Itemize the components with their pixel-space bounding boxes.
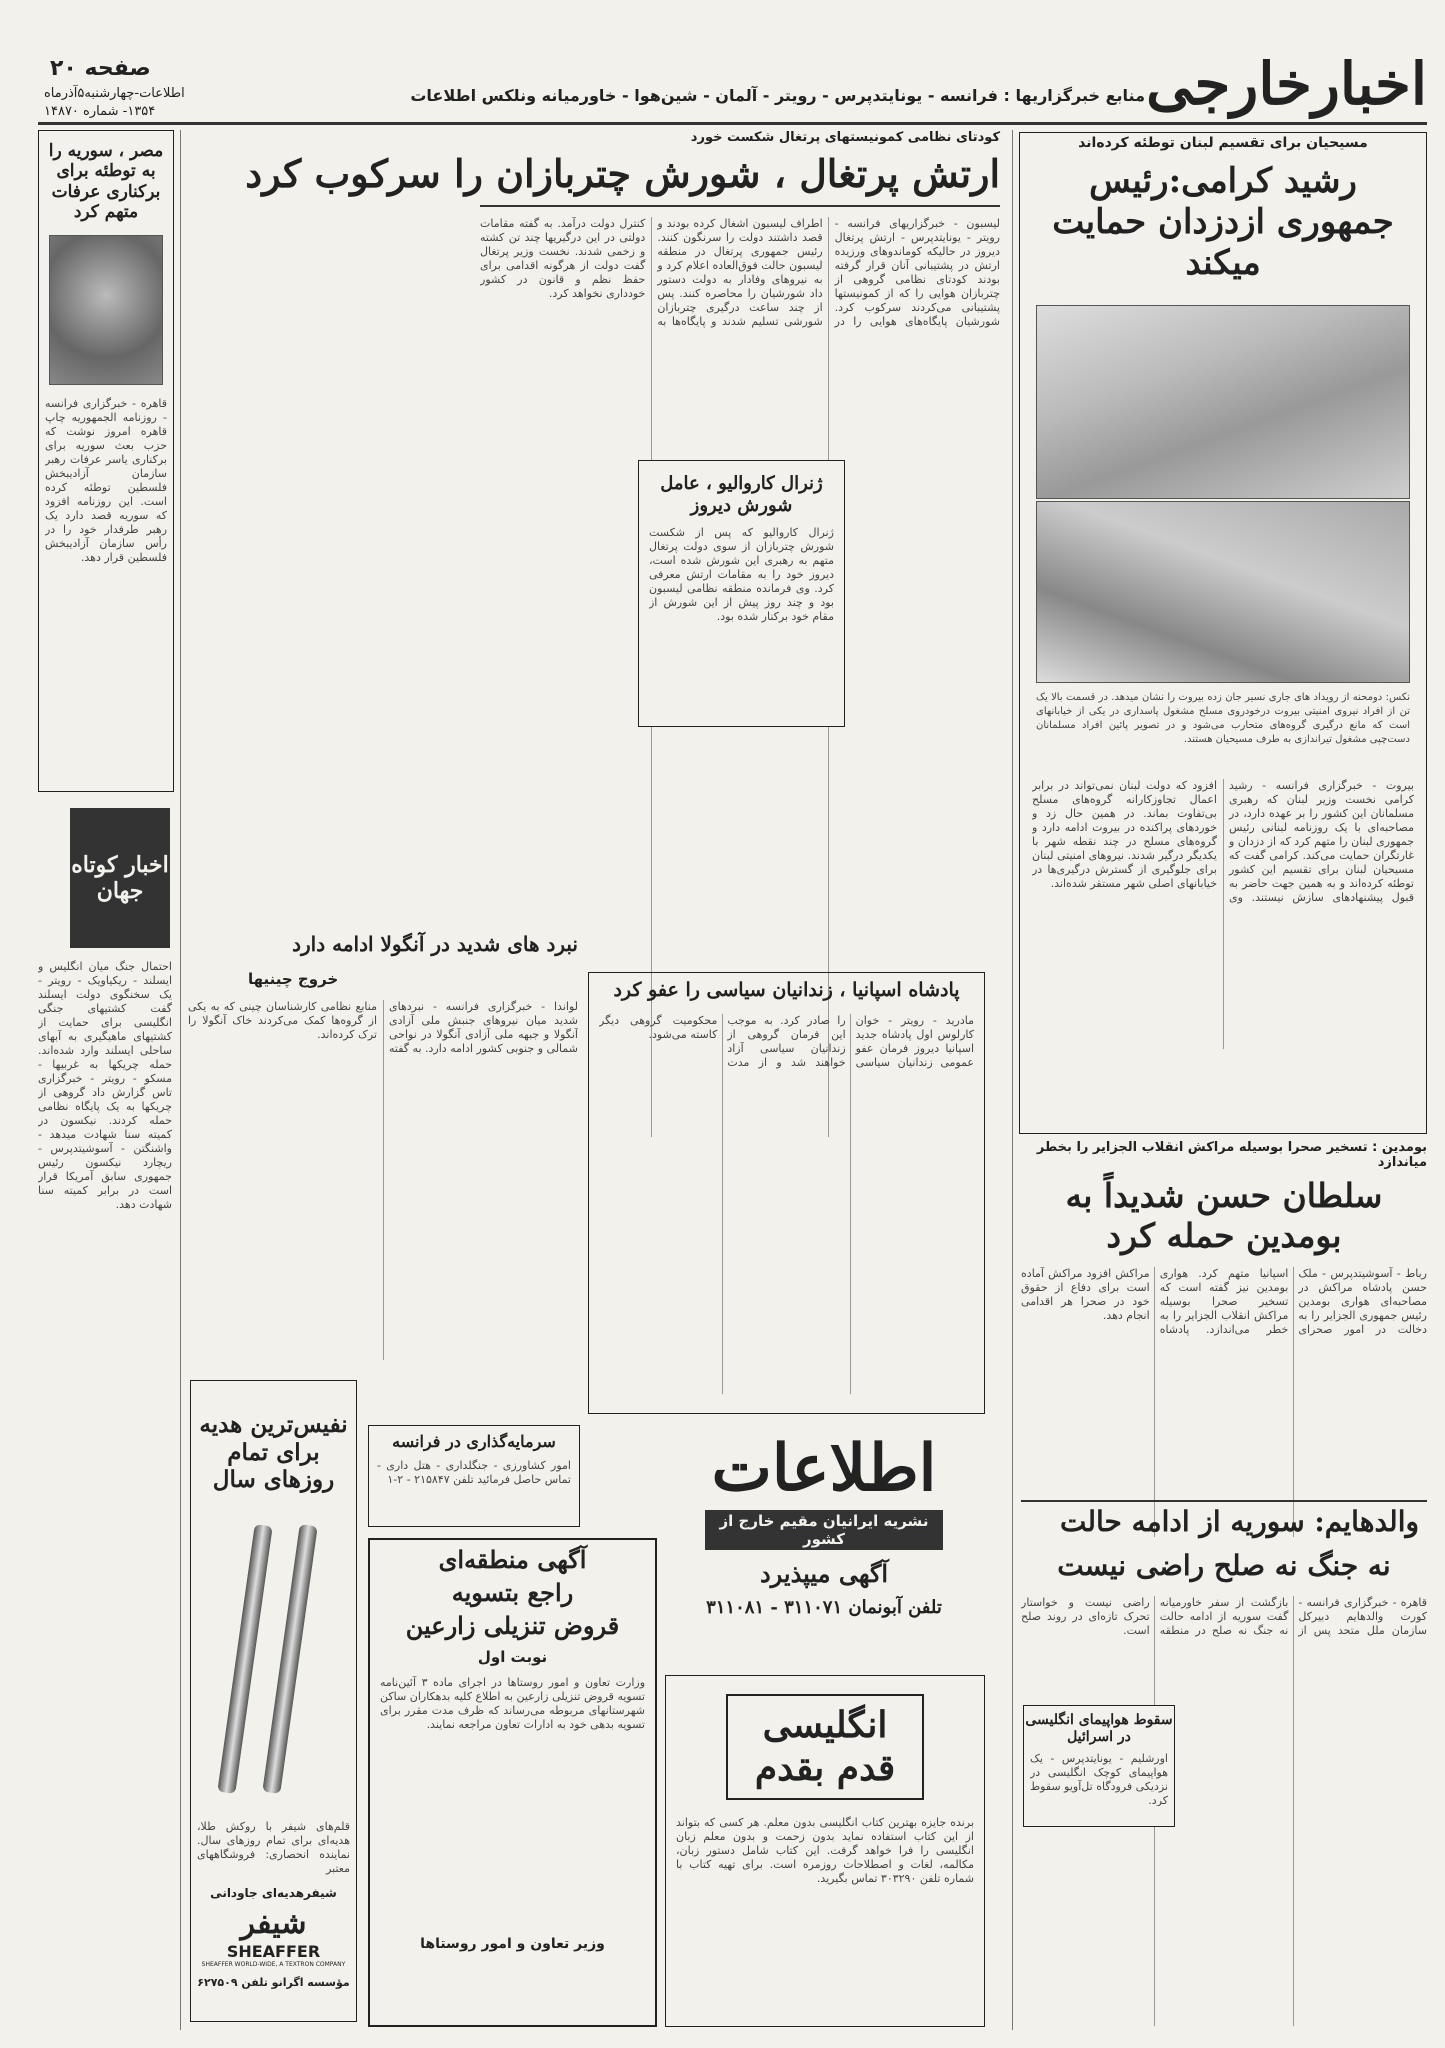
angola-body: لواندا - خبرگزاری فرانسه - نبردهای شدید میان نیروهای جنبش ملی آزادی آنگولا و جبهه ملی آزادی آنگولا در نواحی شمالی و جنوبی کشور ادامه دارد. به گفته منابع نظامی کارشناسان چینی که به یکی از گروه‌ها کمک می‌کردند خاک آنگولا را ترک کرده‌اند. bbox=[188, 1000, 578, 1055]
loans-headline-1: آگهی منطقه‌ای bbox=[438, 1545, 587, 1574]
sahara-kicker: بومدین : تسخیر صحرا بوسیله مراکش انقلاب الجزایر را بخطر میاندازد bbox=[1036, 1140, 1427, 1170]
hovercraft-body: اورشلیم - یونایتدپرس - یک هواپیمای کوچک انگلیسی در نزدیکی فرودگاه تل‌آویو سقوط کرد. bbox=[1030, 1751, 1168, 1806]
lebanon-photo-caption: نکس: دومحنه از رویداد های جاری‌ نسیر جان زده بیروت را نشان میدهد. در قسمت بالا یک تن از افراد نیروی امنیتی بیروت درخودروی مسلح مشغول پاسداری در یکی از خیابانهای است که مانع درگیری گروه‌های متحارب می‌شود و در تصویر پائین افراد مسلمانان دست‌چپی مشغول تیراندازی به طرف مسیحیان هستند. bbox=[1036, 692, 1410, 746]
loans-headline-2: راجع بتسویه bbox=[451, 1577, 574, 1607]
syria-headline-2: نه جنگ نه صلح راضی نیست bbox=[1057, 1548, 1391, 1582]
arafat-body: قاهره - خبرگزاری فرانسه - روزنامه الجمهوریه چاپ قاهره امروز نوشت که حزب بعث سوریه برای برکناری یاسر عرفات رهبر سازمان آزادیبخش فلسطین توطئه کرده است. این روزنامه افزود که سوریه قصد دارد یک رهبر طرفدار خود را در رأس سازمان آزادیبخش فلسطین قرار دهد. bbox=[45, 396, 167, 564]
sheaffer-phone: مؤسسه اگرانو تلفن ۶۲۷۵۰۹ bbox=[197, 1975, 350, 1989]
sheaffer-brand-sub: SHEAFFER WORLD-WIDE, A TEXTRON COMPANY bbox=[201, 1960, 346, 1968]
syria-body: قاهره - خبرگزاری فرانسه - کورت والدهایم دبیرکل سازمان ملل متحد پس از بازگشت از سفر خاورمیانه گفت سوریه از ادامه حالت نه جنگ نه صلح در منطقه راضی نیست و خواستار تحرک تازه‌ای در روند صلح است. bbox=[1021, 1596, 1427, 1638]
english-body: برنده جایزه بهترین کتاب انگلیسی بدون معلم. هر کسی که بتواند از این کتاب استفاده نماید بدون زحمت و بدون معلم زبان انگلیسی را فرا خواهد گرفت. این کتاب شامل دستور زبان، مکالمه، لغات و اصطلاحات روزمره است. برای تهیه کتاب با شماره تلفن ۳۰۳۲۹۰ تماس بگیرید. bbox=[676, 1816, 974, 1886]
sheaffer-agent: شیفرهدیه‌ای جاودانی bbox=[210, 1885, 337, 1900]
portugal-rule bbox=[480, 205, 1000, 207]
issue-line: ۱۳۵۴- شماره ۱۴۸۷۰ bbox=[44, 104, 156, 119]
english-headline: انگلیسی قدم بقدم bbox=[726, 1694, 924, 1800]
angola-headline: نبرد های شدید در آنگولا ادامه دارد bbox=[292, 932, 578, 956]
general-headline: ژنرال کاروالیو ، عامل شورش دیروز bbox=[660, 473, 823, 516]
lebanon-headline: رشید کرامی:رئیس جمهوری ازدزدان حمایت میکند bbox=[1052, 161, 1394, 283]
sahara-story bbox=[1021, 1140, 1427, 1490]
english-ad bbox=[665, 1675, 985, 2027]
short-news-body: احتمال جنگ میان انگلیس و ایسلند - ریکیاویک - رویتر - یک سخنگوی دولت ایسلند گفت کشتیهای جنگی انگلیسی برای حمایت از کشتیهای ماهیگیری به آبهای ساحلی ایسلند وارد شده‌اند. حمله چریکها به غربیها - مسکو - رویتر - خبرگزاری تاس گزارش داد گروهی از چریکها به یک پایگاه نظامی حمله کردند. نیکسون در کمیته سنا شهادت میدهد - واشنگتن - آسوشیتدپرس - ریچارد نیکسون رئیس جمهوری سابق آمریکا قرار است در برابر کمیته سنا شهادت دهد. bbox=[38, 960, 172, 1211]
arafat-photo bbox=[49, 235, 163, 385]
sahara-headline: سلطان حسن شدیداً به بومدین حمله کرد bbox=[1065, 1176, 1383, 1255]
spain-headline: پادشاه اسپانیا ، زندانیان سیاسی را عفو کرد bbox=[613, 979, 960, 1001]
sheaffer-headline: نفیس‌ترین هدیه برای تمام روزهای سال bbox=[199, 1411, 348, 1494]
section-title: اخبارخارجی bbox=[1146, 50, 1427, 118]
loans-headline-3: قروض تنزیلی زارعین bbox=[405, 1610, 620, 1640]
lebanon-story bbox=[1019, 132, 1427, 1134]
angola-subhead: خروج چینیها bbox=[248, 970, 339, 988]
hovercraft-story bbox=[1023, 1705, 1175, 1827]
loans-body: وزارت تعاون و امور روستاها در اجرای ماده ۳ آئین‌نامه تسویه قروض تنزیلی زارعین به اطلاع کلیه بدهکاران ساکن شهرستانهای مربوطه می‌رساند که ظرف مدت مقرر برای تسویه بدهی خود به ادارات تعاون مراجعه نمایند. bbox=[380, 1676, 645, 1732]
ettelaat-phone: تلفن آبونمان ۳۱۱۰۷۱ - ۳۱۱۰۸۱ bbox=[706, 1596, 942, 1618]
date-line: اطلاعات-چهارشنبه۵آذرماه bbox=[44, 86, 185, 101]
sheaffer-body: قلم‌های شیفر با روکش طلا، هدیه‌ای برای تمام روزهای سال. نماینده انحصاری: فروشگاههای معتبر bbox=[197, 1819, 350, 1875]
column-divider-2 bbox=[180, 130, 181, 2030]
column-divider-1 bbox=[1012, 130, 1013, 2030]
syria-headline-1: والدهایم: سوریه از ادامه حالت bbox=[1059, 1505, 1419, 1538]
angola-story bbox=[188, 932, 578, 1372]
pen-illustration bbox=[191, 1514, 356, 1814]
lebanon-kicker: مسیحیان برای تقسیم لبنان توطئه کرده‌اند bbox=[1078, 135, 1368, 151]
lebanon-photo-top bbox=[1036, 305, 1410, 499]
sheaffer-brand-fa: شیفر bbox=[240, 1905, 307, 1941]
sheaffer-ad bbox=[190, 1380, 357, 2022]
loans-notice bbox=[368, 1538, 657, 2027]
arafat-headline: مصر ، سوریه را به توطئه برای برکناری عرفات متهم کرد bbox=[48, 141, 164, 223]
arafat-story bbox=[38, 130, 174, 792]
loans-sub: نوبت اول bbox=[477, 1648, 548, 1667]
lebanon-photo-bottom bbox=[1036, 501, 1410, 683]
ettelaat-tagline: نشریه ایرانیان مقیم خارج از کشور bbox=[705, 1510, 943, 1550]
portugal-headline: ارتش پرتغال ، شورش چتربازان را سرکوب کرد bbox=[245, 151, 1000, 196]
portugal-body: لیسبون - خبرگزاریهای فرانسه - رویتر - یونایتدپرس - ارتش پرتغال دیروز در حالیکه کوماندوهای ورزیده ارتش در پشتیبانی آنان قرار گرفته بودند کودتای نظامی گروهی از چتربازان هوایی را که از کمونیستها پشتیبانی می‌کردند سرکوب کرد. شورشیان پایگاه‌های هوایی را در اطراف لیسبون اشغال کرده بودند و قصد داشتند دولت را سرنگون کنند. رئیس جمهوری پرتغال در منطقه لیسبون حالت فوق‌العاده اعلام کرد و به نیروهای وفادار به دولت دستور داد شورشیان را محاصره کنند. پس از چند ساعت درگیری چتربازان شورشی تسلیم شدند و پایگاه‌ها به کنترل دولت درآمد. به گفته مقامات دولتی در این درگیریها چند تن کشته و زخمی شدند. نخست وزیر پرتغال گفت دولت از هرگونه اقدامی برای حفظ نظم و قانون در کشور خودداری نخواهد کرد. bbox=[480, 216, 1000, 328]
investment-ad bbox=[368, 1425, 580, 1527]
general-body: ژنرال کاروالیو که پس از شکست شورش چتربازان از سوی دولت پرتغال متهم به رهبری این شورش شده است، دیروز خود را به مقامات ارتش معرفی کرد. وی فرمانده منطقه نظامی لیسبون بود و چند روز پیش از این شورش از مقام خود برکنار شده بود. bbox=[649, 526, 834, 624]
ettelaat-logo: اطلاعات bbox=[711, 1431, 937, 1506]
investment-headline: سرمایه‌گذاری در فرانسه bbox=[392, 1432, 556, 1451]
short-news-banner bbox=[70, 808, 170, 948]
portugal-kicker: کودتای نظامی کمونیستهای پرتغال شکست خورد bbox=[690, 130, 1000, 145]
news-sources: منابع خبرگزاریها : فرانسه - یونایتدپرس - رویتر - آلمان - شین‌هوا - خاورمیانه ونلکس اطلاعات bbox=[410, 86, 1145, 105]
loans-signature: وزیر تعاون و امور روستاها bbox=[420, 1936, 605, 1953]
masthead-rule bbox=[38, 122, 1427, 125]
hovercraft-headline: سقوط هواپیمای انگلیسی در اسرائیل bbox=[1025, 1712, 1173, 1745]
sheaffer-brand-en: SHEAFFER bbox=[226, 1941, 321, 1961]
short-news-title: اخبار کوتاه جهان bbox=[71, 851, 169, 904]
lebanon-body: بیروت - خبرگزاری فرانسه - رشید کرامی نخست وزیر لبنان که رهبری مسلمانان این کشور را بر عهده دارد، در مصاحبه‌ای با یک روزنامه لبنانی رئیس جمهوری لبنان را متهم کرد که از دزدان و غارتگران حمایت می‌کند. کرامی گفت که مسیحیان لبنان برای تقسیم این کشور توطئه کرده‌اند و به همین جهت حاضر به قبول پیشنهادهای سازش نیستند. وی افزود که دولت لبنان نمی‌تواند در برابر اعمال تجاوزکارانه گروه‌های مسلح بی‌تفاوت بماند. در همین حال زد و خوردهای پراکنده در بیروت ادامه دارد و گروه‌های مسلح در چند نقطه شهر با یکدیگر درگیر شدند. نیروهای امنیتی لبنان برای جلوگیری از گسترش درگیری‌ها در خیابانهای اصلی شهر مستقر شده‌اند. bbox=[1032, 779, 1414, 905]
sahara-rule bbox=[1021, 1500, 1427, 1502]
investment-body: امور کشاورزی - جنگلداری - هتل داری - تماس حاصل فرمائید تلفن ۲۱۵۸۴۷ - ۲-۱ bbox=[377, 1459, 571, 1487]
ettelaat-ad bbox=[665, 1425, 983, 1665]
spain-story bbox=[588, 972, 985, 1414]
spain-body: مادرید - رویتر - خوان کارلوس اول پادشاه جدید اسپانیا دیروز فرمان عفو عمومی زندانیان سیاسی را صادر کرد. به موجب این فرمان گروهی از زندانیان سیاسی آزاد خواهند شد و از مدت محکومیت گروهی دیگر کاسته می‌شود. bbox=[599, 1013, 974, 1069]
ettelaat-sub: آگهی میپذیرد bbox=[759, 1558, 889, 1588]
page-number: صفحه ۲۰ bbox=[50, 56, 151, 81]
general-story bbox=[638, 460, 845, 727]
sahara-body: رباط - آسوشیتدپرس - ملک حسن پادشاه مراکش در مصاحبه‌ای هواری بومدین رئیس جمهوری الجزایر را به دخالت در امور صحرای اسپانیا متهم کرد. هواری بومدین نیز گفته است که تسخیر صحرا بوسیله مراکش انقلاب الجزایر را به خطر می‌اندازد. پادشاه مراکش افزود مراکش آماده است برای دفاع از حقوق خود در صحرا هر اقدامی انجام دهد. bbox=[1021, 1267, 1427, 1337]
